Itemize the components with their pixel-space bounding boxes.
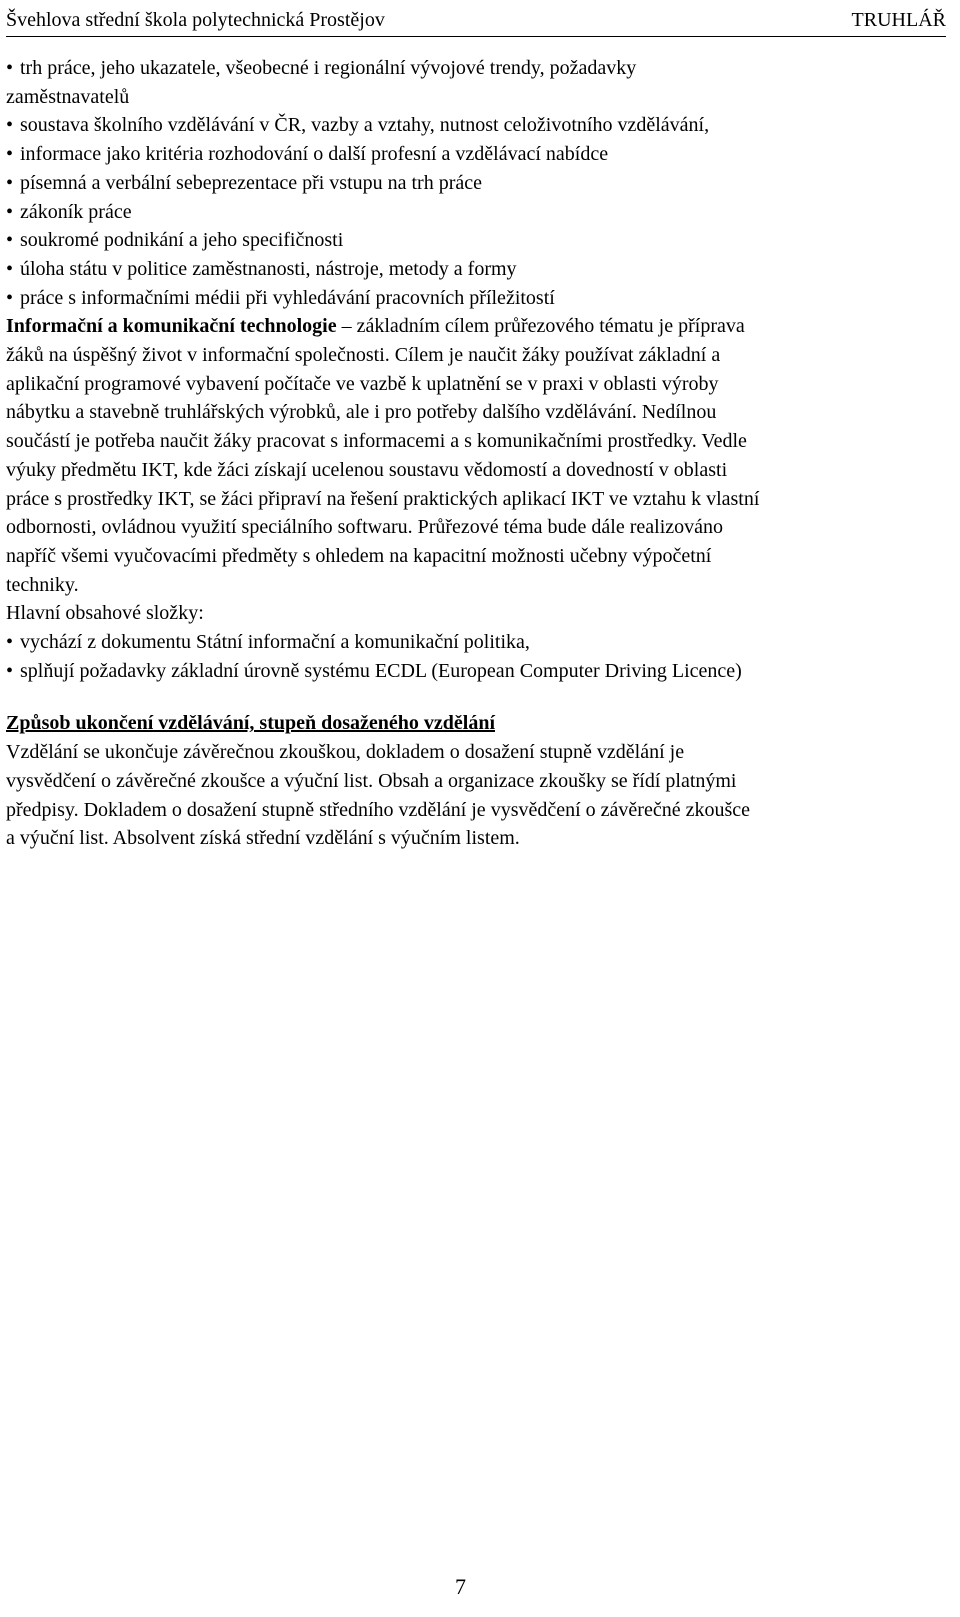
list-item [6,54,946,111]
list-item [6,628,946,657]
bullet-icon: • [6,200,14,223]
list-item [6,198,946,227]
list-item [6,255,946,284]
paragraph-line: výuky předmětu IKT, kde žáci získají ucelenou soustavu vědomostí a dovedností v oblasti [6,458,728,481]
topics-list [6,54,946,312]
paragraph-line: techniky. [6,573,79,596]
components-label: Hlavní obsahové složky: [6,602,204,625]
bullet-icon: • [6,286,14,309]
bullet-icon: • [6,114,14,137]
bullet-icon: • [6,171,14,194]
ict-first-line [6,312,946,341]
section-spacer [6,685,946,709]
bullet-icon: • [6,257,14,280]
list-item-text: soustava školního vzdělávání v ČR, vazby a vztahy, nutnost celoživotního vzdělávání, [20,114,710,137]
document-body [6,54,946,853]
paragraph-line: žáků na úspěšný život v informační společnosti. Cílem je naučit žáky používat základní a [6,344,721,367]
bullet-icon: • [6,631,14,654]
paragraph-line: předpisy. Dokladem o dosažení stupně středního vzdělání je vysvědčení o závěrečné zkoušce [6,798,750,821]
list-item [6,140,946,169]
page-number: 7 [455,1574,466,1599]
list-item-continuation: zaměstnavatelů [6,85,130,108]
dash: – [336,315,357,338]
completion-paragraph [6,738,946,853]
list-item-text: splňují požadavky základní úrovně systému ECDL (European Computer Driving Licence) [20,659,742,682]
list-item [6,657,946,686]
paragraph-line: součástí je potřeba naučit žáky pracovat s informacemi a s komunikačními prostředky. Vedle [6,430,747,453]
list-item [6,169,946,198]
list-item-text: informace jako kritéria rozhodování o další profesní a vzdělávací nabídce [20,143,609,166]
list-item-text: zákoník práce [20,200,132,223]
bullet-icon: • [6,57,14,79]
paragraph-line: napříč všemi vyučovacími předměty s ohledem na kapacitní možnosti učebny výpočetní [6,544,712,567]
list-item-text: práce s informačními médii při vyhledávání pracovních příležitostí [20,286,555,309]
list-item [6,226,946,255]
paragraph-line: vysvědčení o závěrečné zkoušce a výuční list. Obsah a organizace zkoušky se řídí platnými [6,769,737,792]
paragraph-line: Vzdělání se ukončuje závěrečnou zkouškou, dokladem o dosažení stupně vzdělání je [6,741,685,764]
components-list [6,628,946,685]
paragraph-line: základním cílem průřezového tématu je příprava [356,315,745,338]
paragraph-line: odbornosti, ovládnou využití speciálního softwaru. Průřezové téma bude dále realizováno [6,516,724,539]
list-item-text: trh práce, jeho ukazatele, všeobecné i regionální vývojové trendy, požadavky [20,57,637,79]
list-item-text: úloha státu v politice zaměstnanosti, nástroje, metody a formy [20,257,517,280]
completion-heading: Způsob ukončení vzdělávání, stupeň dosaženého vzdělání [6,712,495,735]
bullet-icon: • [6,229,14,252]
bullet-icon: • [6,659,14,682]
list-item-text: písemná a verbální sebeprezentace při vstupu na trh práce [20,171,483,194]
bullet-icon: • [6,143,14,166]
ict-paragraph [6,312,946,599]
page-header [6,4,946,37]
paragraph-line: a výuční list. Absolvent získá střední vzdělání s výučním listem. [6,827,520,850]
document-title: TRUHLÁŘ [851,9,946,31]
paragraph-line: nábytku a stavebně truhlářských výrobků, ale i pro potřeby dalšího vzdělávání. Nedílnou [6,401,717,424]
list-item [6,284,946,313]
list-item-text: soukromé podnikání a jeho specifičnosti [20,229,344,252]
ict-heading: Informační a komunikační technologie [6,315,337,338]
list-item-text: vychází z dokumentu Státní informační a komunikační politika, [20,631,530,654]
school-name: Švehlova střední škola polytechnická Prostějov [6,9,385,31]
list-item [6,111,946,140]
paragraph-line: aplikační programové vybavení počítače ve vazbě k uplatnění se v praxi v oblasti výroby [6,372,719,395]
paragraph-line: práce s prostředky IKT, se žáci připraví na řešení praktických aplikací IKT ve vztahu k vlastní [6,487,760,510]
